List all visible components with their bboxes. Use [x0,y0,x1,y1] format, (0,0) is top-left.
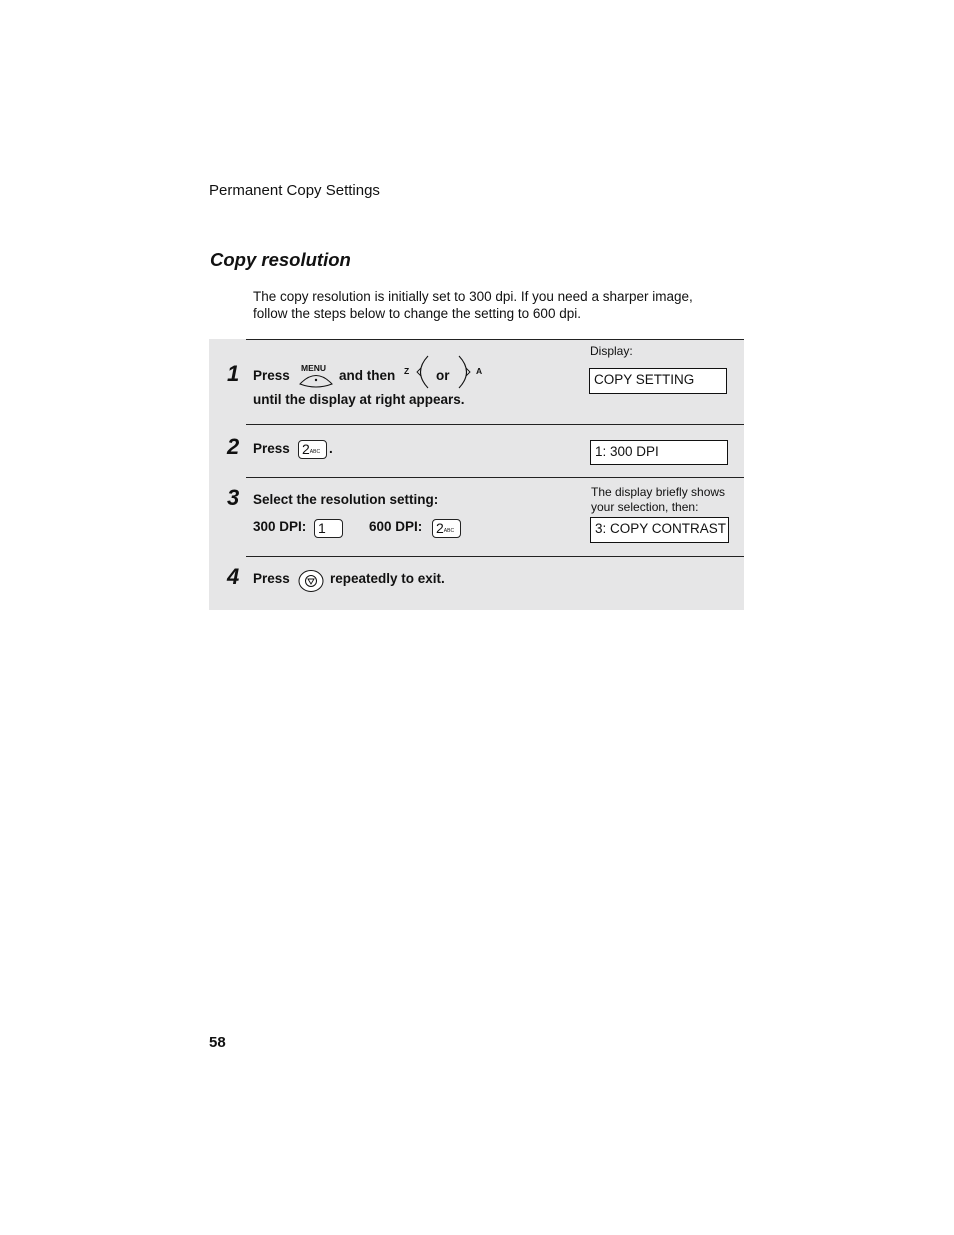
key-digit: 2 [302,441,310,457]
running-header: Permanent Copy Settings [209,182,380,199]
menu-key-label: MENU [301,363,327,373]
lcd-display-step2: 1: 300 DPI [590,440,728,465]
step4-after-text: repeatedly to exit. [330,571,445,586]
option-300-label: 300 DPI: [253,519,307,534]
lcd-display-step3: 3: COPY CONTRAST [590,517,729,543]
option-600-label: 600 DPI: [369,519,423,534]
menu-key [298,363,334,389]
step-number: 2 [227,434,240,459]
step3-note [591,485,725,515]
display-label: Display: [590,344,633,358]
step-divider [246,477,744,478]
intro-paragraph [253,288,733,322]
intro-line-1: The copy resolution is initially set to 300 dpi. If you need a sharper image, [253,289,693,304]
key-digit: 1 [318,520,326,536]
page-number: 58 [209,1034,226,1051]
right-key-letter: A [476,366,483,376]
key-letters: ABC [443,528,455,534]
step-divider [246,424,744,425]
key-1 [314,519,343,538]
step-divider [246,339,744,340]
section-title: Copy resolution [210,249,351,270]
step1-line2: until the display at right appears. [253,392,465,407]
step2-press-text: Press [253,441,290,456]
lcd-display-step1: COPY SETTING [589,368,727,394]
step1-and-then-text: and then [339,368,396,383]
step2-period: . [329,441,333,456]
step3-text: Select the resolution setting: [253,492,439,507]
intro-line-2: follow the steps below to change the setting to 600 dpi. [253,306,581,321]
step-divider [246,556,744,557]
step3-note-line1: The display briefly shows [591,485,726,499]
key-2-abc [432,519,461,538]
step-number: 3 [227,485,240,510]
step1-press-text: Press [253,368,290,383]
left-arrow-key-icon [411,354,431,390]
stop-key-icon [298,569,324,593]
key-2-abc [298,440,327,459]
step-number: 4 [227,564,240,589]
step3-note-line2: your selection, then: [591,500,699,514]
key-letters: ABC [309,449,321,455]
step-number: 1 [227,361,240,386]
step1-or-text: or [436,368,450,383]
right-arrow-key-icon [456,354,476,390]
menu-key-icon [298,363,334,389]
step4-press-text: Press [253,571,290,586]
key-digit: 2 [436,520,444,536]
left-key-letter: Z [404,366,410,376]
